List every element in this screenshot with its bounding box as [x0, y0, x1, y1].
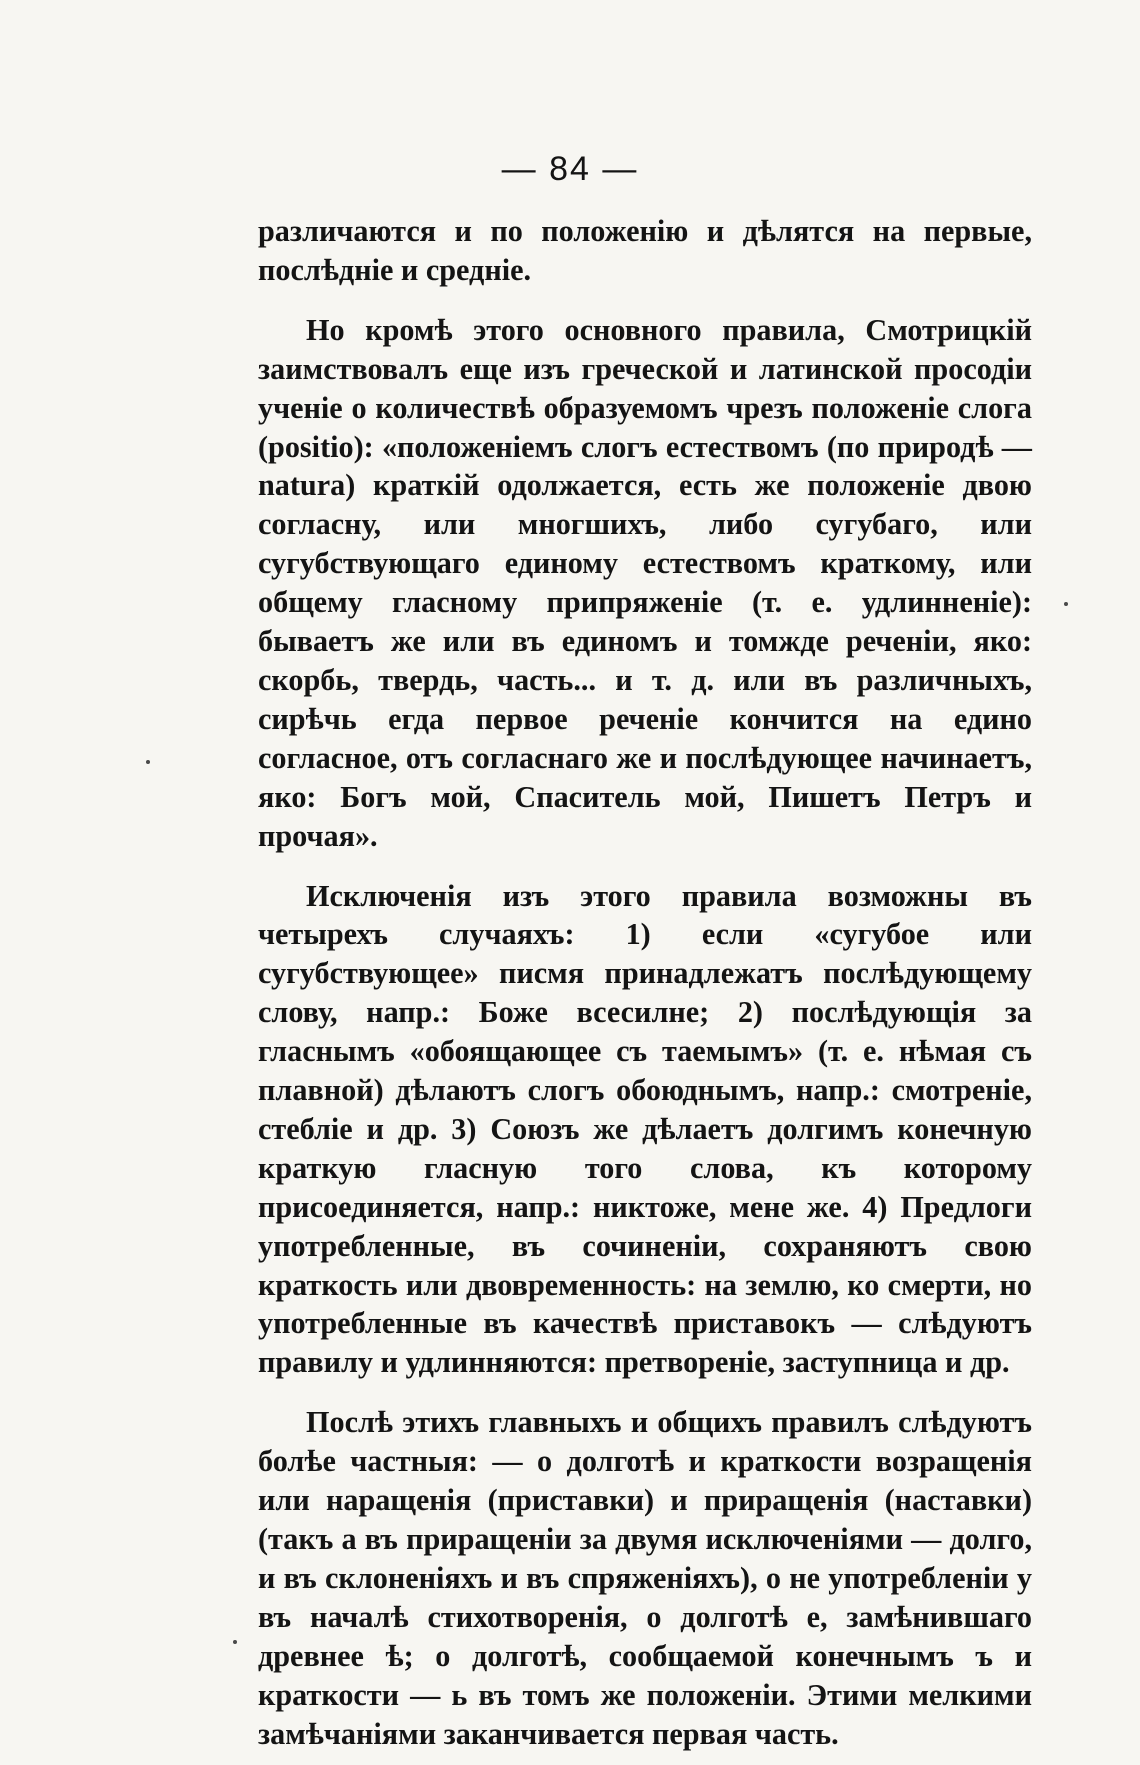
- paragraph-4: Послѣ этихъ главныхъ и общихъ правилъ слѣдуютъ болѣе частныя: — о долготѣ и краткости возращенія или наращенія (приставки) и приращенія (наставки) (такъ а въ приращеніи за двумя исключеніями — долго, и въ склоненіяхъ и въ спряженіяхъ), о не употребленіи у въ началѣ стихотворенія, о долготѣ е, замѣнившаго древнее ѣ; о долготѣ, сообщаемой конечнымъ ъ и краткости — ь въ томъ же положеніи. Этими мелкими замѣчаніями заканчивается первая часть.: [258, 1405, 1032, 1751]
- text-body: [258, 212, 1032, 1753]
- page-number: — 84 —: [501, 150, 639, 188]
- scan-speck: [1064, 602, 1068, 606]
- paragraph-1: различаются и по положенію и дѣлятся на первые, послѣдніе и средніе.: [258, 214, 1032, 287]
- paragraph-2: Но кромѣ этого основного правила, Смотрицкій заимствовалъ еще изъ греческой и латинской просодіи ученіе о количествѣ образуемомъ чрезъ положеніе слога (positio): «положеніемъ слогъ естествомъ (по природѣ — natura) краткій одолжается, есть же положеніе двою согласну, или многшихъ, либо сугубаго, или сугубствующаго единому естествомъ краткому, или общему гласному припряженіе (т. е. удлинненіе): бываетъ же или въ единомъ и томжде реченіи, яко: скорбь, твердь, часть... и т. д. или въ различныхъ, сирѣчь егда первое реченіе кончится на едино согласное, отъ согласнаго же и послѣдующее начинаетъ, яко: Богъ мой, Спаситель мой, Пишетъ Петръ и прочая».: [258, 312, 1032, 853]
- scan-speck: [146, 760, 150, 764]
- paragraph-3: Исключенія изъ этого правила возможны въ четырехъ случаяхъ: 1) если «сугубое или сугубствующее» писмя принадлежатъ послѣдующему слову, напр.: Боже всесилне; 2) послѣдующія за гласнымъ «обоящающее съ таемымъ» (т. е. нѣмая съ плавной) дѣлаютъ слогъ обоюднымъ, напр.: смотреніе, стебліе и др. 3) Союзъ же дѣлаетъ долгимъ конечную краткую гласную того слова, къ которому присоединяется, напр.: никтоже, мене же. 4) Предлоги употребленные, въ сочиненіи, сохраняютъ свою краткость или двовременность: на землю, ко смерти, но употребленные въ качествѣ приставокъ — слѣдуютъ правилу и удлинняются: претвореніе, заступница и др.: [258, 878, 1032, 1380]
- scan-speck: [233, 1640, 237, 1644]
